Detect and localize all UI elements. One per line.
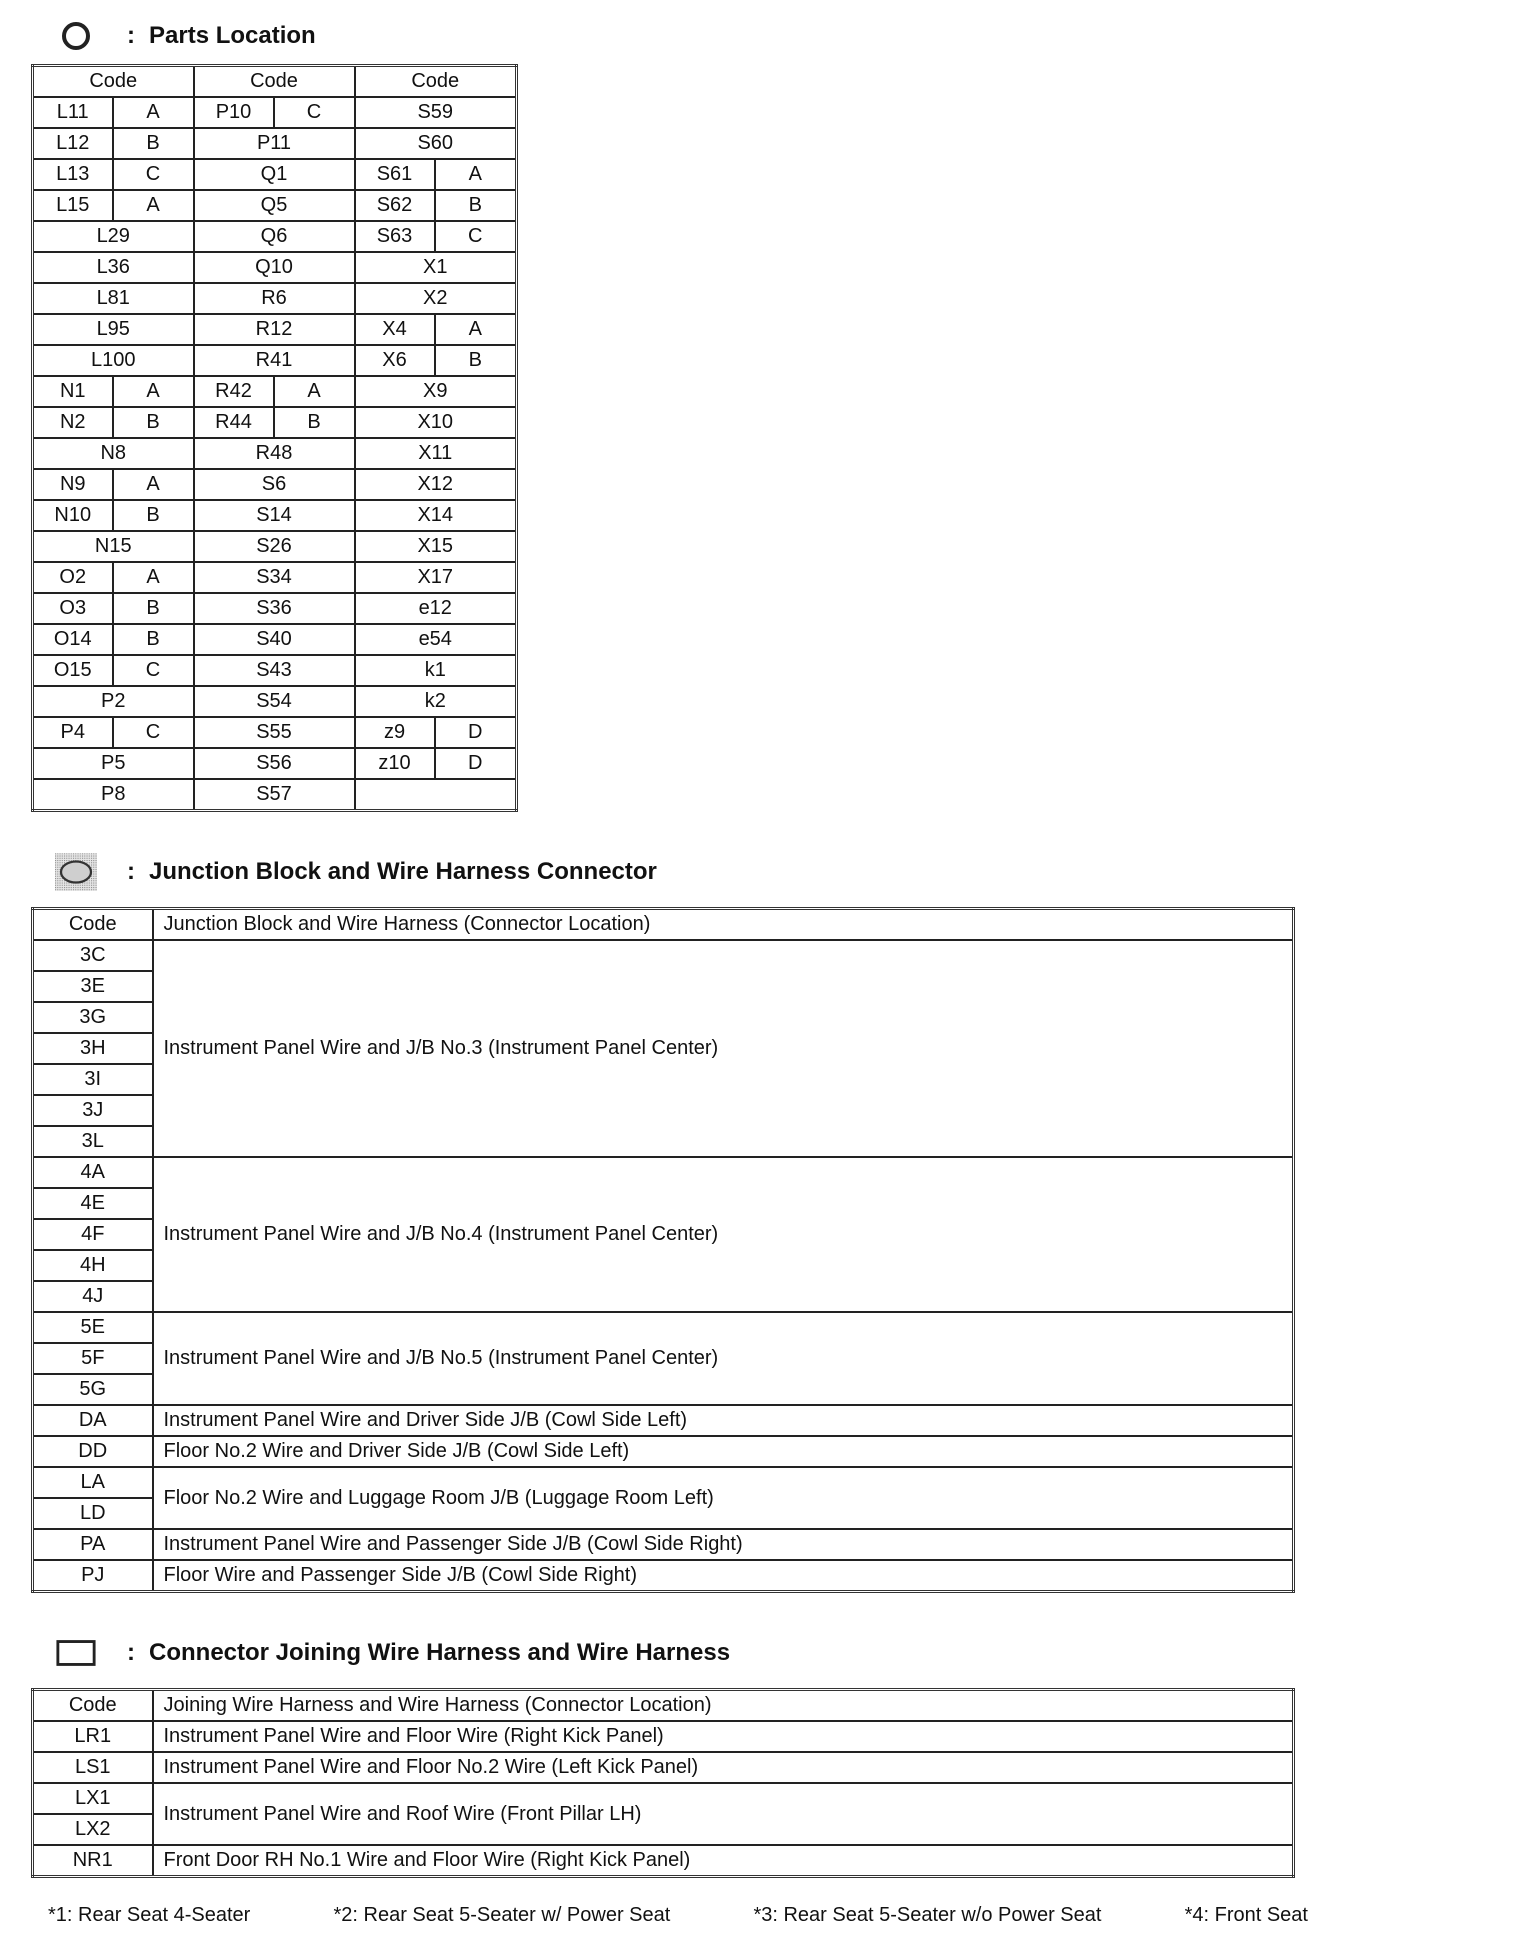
part-code: S40 xyxy=(194,624,355,655)
part-code: L13 xyxy=(33,159,113,190)
connector-location: Floor Wire and Passenger Side J/B (Cowl Side Right) xyxy=(153,1560,1294,1592)
table-row xyxy=(33,469,517,500)
connector-code: LS1 xyxy=(33,1752,153,1783)
connector-joining-heading xyxy=(55,1635,730,1671)
part-variant: B xyxy=(113,128,194,159)
part-code: N1 xyxy=(33,376,113,407)
part-code: R6 xyxy=(194,283,355,314)
connector-location: Instrument Panel Wire and Passenger Side J/B (Cowl Side Right) xyxy=(153,1529,1294,1560)
table-row xyxy=(33,1157,1294,1188)
section-title: Parts Location xyxy=(149,22,316,49)
shaded-oval-icon xyxy=(55,847,97,897)
part-code: X11 xyxy=(355,438,517,469)
part-code: R12 xyxy=(194,314,355,345)
part-code: N2 xyxy=(33,407,113,438)
part-code: X14 xyxy=(355,500,517,531)
connector-code: DA xyxy=(33,1405,153,1436)
part-code: e12 xyxy=(355,593,517,624)
connector-code: LX1 xyxy=(33,1783,153,1814)
part-variant: B xyxy=(274,407,355,438)
part-code: X4 xyxy=(355,314,435,345)
part-code: S61 xyxy=(355,159,435,190)
connector-code: 3J xyxy=(33,1095,153,1126)
part-code: k2 xyxy=(355,686,517,717)
table-row xyxy=(33,1721,1294,1752)
part-variant: B xyxy=(435,190,517,221)
part-variant: B xyxy=(113,407,194,438)
table-row xyxy=(33,531,517,562)
part-code: X10 xyxy=(355,407,517,438)
table-row xyxy=(33,1467,1294,1498)
table-row xyxy=(33,407,517,438)
part-variant: C xyxy=(113,717,194,748)
connector-code: 4A xyxy=(33,1157,153,1188)
part-code: O14 xyxy=(33,624,113,655)
rectangle-icon xyxy=(55,1638,97,1668)
table-row xyxy=(33,1529,1294,1560)
part-variant: A xyxy=(113,97,194,128)
connector-code: 4E xyxy=(33,1188,153,1219)
part-code: L11 xyxy=(33,97,113,128)
part-code: S6 xyxy=(194,469,355,500)
part-code: S26 xyxy=(194,531,355,562)
part-variant: C xyxy=(113,159,194,190)
table-row xyxy=(33,748,517,779)
connector-code: 3L xyxy=(33,1126,153,1157)
table-row xyxy=(33,159,517,190)
section-title: Connector Joining Wire Harness and Wire Harness xyxy=(149,1639,731,1666)
colon: : xyxy=(127,22,135,49)
part-code: L81 xyxy=(33,283,194,314)
part-code: L12 xyxy=(33,128,113,159)
table-row xyxy=(33,438,517,469)
connector-code: LR1 xyxy=(33,1721,153,1752)
part-variant: B xyxy=(113,500,194,531)
part-code: X15 xyxy=(355,531,517,562)
table-row xyxy=(33,252,517,283)
colon: : xyxy=(127,858,135,885)
part-code: Q10 xyxy=(194,252,355,283)
table-row xyxy=(33,128,517,159)
table-row xyxy=(33,376,517,407)
part-code: S57 xyxy=(194,779,355,811)
connector-code: 3C xyxy=(33,940,153,971)
connector-location: Instrument Panel Wire and J/B No.3 (Instrument Panel Center) xyxy=(153,940,1294,1157)
part-code: S59 xyxy=(355,97,517,128)
connector-location: Instrument Panel Wire and J/B No.4 (Instrument Panel Center) xyxy=(153,1157,1294,1312)
parts-location-heading xyxy=(55,18,316,54)
part-code: N10 xyxy=(33,500,113,531)
circle-icon xyxy=(55,20,97,52)
connector-code: PJ xyxy=(33,1560,153,1592)
connector-code: LD xyxy=(33,1498,153,1529)
part-code: Q6 xyxy=(194,221,355,252)
connector-location: Instrument Panel Wire and Floor No.2 Wire (Left Kick Panel) xyxy=(153,1752,1294,1783)
table-row xyxy=(33,345,517,376)
connector-location: Instrument Panel Wire and Roof Wire (Front Pillar LH) xyxy=(153,1783,1294,1845)
part-code: z9 xyxy=(355,717,435,748)
table-row xyxy=(33,686,517,717)
connector-code: DD xyxy=(33,1436,153,1467)
part-code: L15 xyxy=(33,190,113,221)
part-variant: A xyxy=(435,314,517,345)
connector-code: LX2 xyxy=(33,1814,153,1845)
part-code: R44 xyxy=(194,407,274,438)
part-code: X9 xyxy=(355,376,517,407)
connector-location: Instrument Panel Wire and Driver Side J/B (Cowl Side Left) xyxy=(153,1405,1294,1436)
header-code: Code xyxy=(33,66,194,98)
footnotes xyxy=(48,1904,1308,1927)
part-code: R42 xyxy=(194,376,274,407)
parts-location-table xyxy=(31,64,518,812)
colon: : xyxy=(127,1639,135,1666)
part-variant: C xyxy=(435,221,517,252)
part-code: P2 xyxy=(33,686,194,717)
table-row xyxy=(33,1312,1294,1343)
table-row xyxy=(33,562,517,593)
part-code: e54 xyxy=(355,624,517,655)
part-variant: D xyxy=(435,717,517,748)
part-code: L95 xyxy=(33,314,194,345)
part-variant: B xyxy=(113,593,194,624)
connector-code: 5E xyxy=(33,1312,153,1343)
part-code: L100 xyxy=(33,345,194,376)
part-code: P10 xyxy=(194,97,274,128)
connector-code: 3E xyxy=(33,971,153,1002)
part-variant: D xyxy=(435,748,517,779)
part-code: O15 xyxy=(33,655,113,686)
table-row xyxy=(33,221,517,252)
connector-code: PA xyxy=(33,1529,153,1560)
part-variant: B xyxy=(435,345,517,376)
part-code: R48 xyxy=(194,438,355,469)
part-code: Q5 xyxy=(194,190,355,221)
header-code: Code xyxy=(355,66,517,98)
footnote: *2: Rear Seat 5-Seater w/ Power Seat xyxy=(333,1904,671,1926)
table-row xyxy=(33,1845,1294,1877)
part-code: L29 xyxy=(33,221,194,252)
header-description: Junction Block and Wire Harness (Connector Location) xyxy=(153,909,1294,941)
part-code: X12 xyxy=(355,469,517,500)
part-variant: A xyxy=(274,376,355,407)
footnote: *3: Rear Seat 5-Seater w/o Power Seat xyxy=(753,1904,1102,1926)
footnote: *4: Front Seat xyxy=(1184,1904,1308,1926)
part-code: S60 xyxy=(355,128,517,159)
table-row xyxy=(33,655,517,686)
part-variant: A xyxy=(435,159,517,190)
part-code: P11 xyxy=(194,128,355,159)
table-row xyxy=(33,1783,1294,1814)
connector-code: 4F xyxy=(33,1219,153,1250)
part-code: N9 xyxy=(33,469,113,500)
connector-code: 5G xyxy=(33,1374,153,1405)
part-variant: A xyxy=(113,376,194,407)
table-row xyxy=(33,593,517,624)
connector-location: Front Door RH No.1 Wire and Floor Wire (Right Kick Panel) xyxy=(153,1845,1294,1877)
part-code: S43 xyxy=(194,655,355,686)
section-title: Junction Block and Wire Harness Connector xyxy=(149,858,657,885)
part-code: Q1 xyxy=(194,159,355,190)
table-row xyxy=(33,779,517,811)
header-code: Code xyxy=(33,1690,153,1722)
part-code: P5 xyxy=(33,748,194,779)
table-row xyxy=(33,717,517,748)
header-code: Code xyxy=(194,66,355,98)
part-code: S14 xyxy=(194,500,355,531)
table-row xyxy=(33,1405,1294,1436)
part-code: R41 xyxy=(194,345,355,376)
part-code: S36 xyxy=(194,593,355,624)
part-code: S34 xyxy=(194,562,355,593)
connector-code: 4H xyxy=(33,1250,153,1281)
part-variant: B xyxy=(113,624,194,655)
part-code xyxy=(355,779,517,811)
table-row xyxy=(33,1436,1294,1467)
table-row xyxy=(33,283,517,314)
part-code: O2 xyxy=(33,562,113,593)
part-variant: C xyxy=(113,655,194,686)
header-description: Joining Wire Harness and Wire Harness (Connector Location) xyxy=(153,1690,1294,1722)
table-row xyxy=(33,940,1294,971)
part-code: S55 xyxy=(194,717,355,748)
table-row xyxy=(33,1752,1294,1783)
part-variant: C xyxy=(274,97,355,128)
table-header-row xyxy=(33,66,517,98)
table-header-row xyxy=(33,909,1294,941)
part-code: z10 xyxy=(355,748,435,779)
connector-code: 5F xyxy=(33,1343,153,1374)
connector-code: 3H xyxy=(33,1033,153,1064)
connector-code: 3I xyxy=(33,1064,153,1095)
part-code: N8 xyxy=(33,438,194,469)
part-code: P4 xyxy=(33,717,113,748)
connector-location: Instrument Panel Wire and Floor Wire (Right Kick Panel) xyxy=(153,1721,1294,1752)
junction-block-heading xyxy=(55,854,657,890)
table-row xyxy=(33,624,517,655)
connector-location: Instrument Panel Wire and J/B No.5 (Instrument Panel Center) xyxy=(153,1312,1294,1405)
part-code: S63 xyxy=(355,221,435,252)
connector-location: Floor No.2 Wire and Luggage Room J/B (Luggage Room Left) xyxy=(153,1467,1294,1529)
table-row xyxy=(33,500,517,531)
junction-block-table xyxy=(31,907,1295,1593)
part-code: O3 xyxy=(33,593,113,624)
part-code: P8 xyxy=(33,779,194,811)
part-code: X2 xyxy=(355,283,517,314)
connector-code: LA xyxy=(33,1467,153,1498)
part-code: k1 xyxy=(355,655,517,686)
part-code: X1 xyxy=(355,252,517,283)
header-code: Code xyxy=(33,909,153,941)
part-code: N15 xyxy=(33,531,194,562)
part-code: X6 xyxy=(355,345,435,376)
connector-location: Floor No.2 Wire and Driver Side J/B (Cowl Side Left) xyxy=(153,1436,1294,1467)
connector-code: 4J xyxy=(33,1281,153,1312)
part-variant: A xyxy=(113,562,194,593)
part-code: S56 xyxy=(194,748,355,779)
part-code: L36 xyxy=(33,252,194,283)
connector-code: 3G xyxy=(33,1002,153,1033)
table-header-row xyxy=(33,1690,1294,1722)
table-row xyxy=(33,190,517,221)
part-code: X17 xyxy=(355,562,517,593)
part-variant: A xyxy=(113,190,194,221)
connector-code: NR1 xyxy=(33,1845,153,1877)
part-code: S54 xyxy=(194,686,355,717)
table-row xyxy=(33,97,517,128)
part-code: S62 xyxy=(355,190,435,221)
table-row xyxy=(33,314,517,345)
part-variant: A xyxy=(113,469,194,500)
table-row xyxy=(33,1560,1294,1592)
connector-joining-table xyxy=(31,1688,1295,1878)
footnote: *1: Rear Seat 4-Seater xyxy=(48,1904,251,1926)
